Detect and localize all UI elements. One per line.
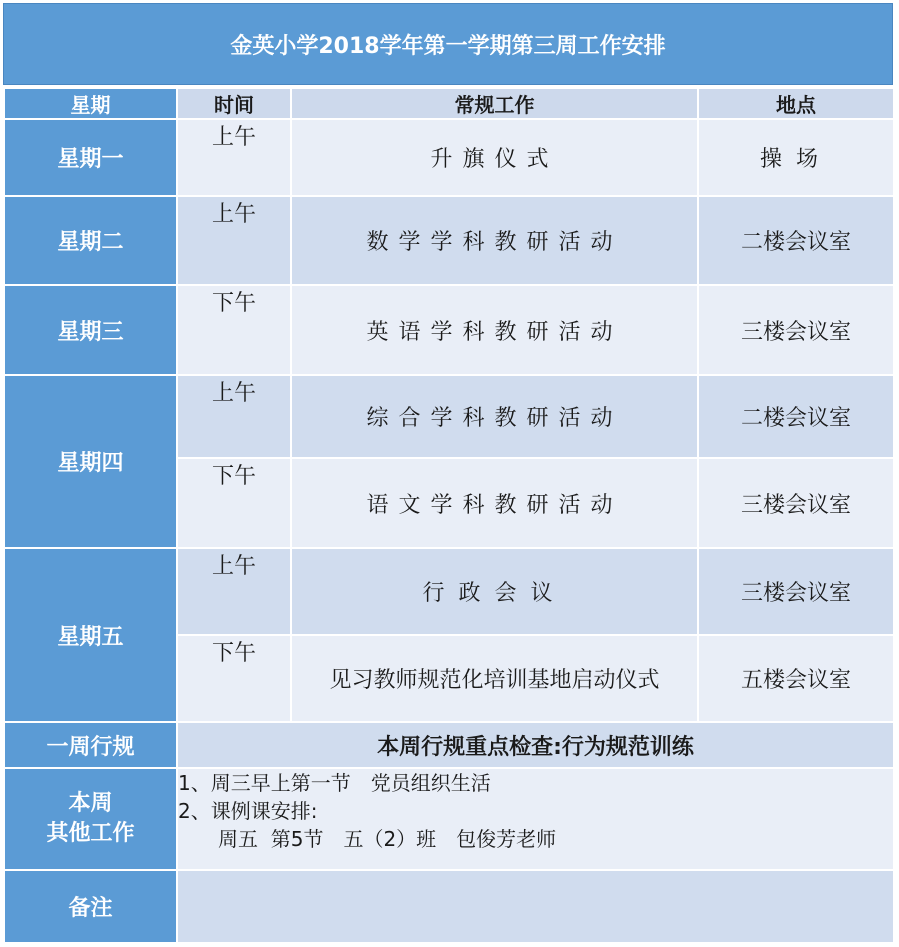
other-work-label-line2: 其他工作 [46,821,135,846]
day-cell: 星期一 [4,119,177,196]
work-cell: 见习教师规范化培训基地启动仪式 [291,635,698,722]
other-work-line2: 2、课例课安排: [178,799,318,823]
header-place: 地点 [698,88,894,119]
table-row [4,196,894,285]
header-row [4,88,894,119]
place-cell: 三楼会议室 [698,548,894,635]
table-row [4,548,894,635]
remarks-label: 备注 [4,870,177,943]
schedule-table [3,87,895,944]
remarks-row [4,870,894,943]
header-time: 时间 [177,88,291,119]
table-row [4,375,894,458]
day-cell: 星期二 [4,196,177,285]
place-cell: 二楼会议室 [698,375,894,458]
day-cell: 星期四 [4,375,177,548]
weekly-rules-row [4,722,894,768]
time-cell: 下午 [177,635,291,722]
other-work-label-line1: 本周 [68,791,113,816]
day-cell: 星期五 [4,548,177,722]
other-work-content [177,768,894,870]
header-day: 星期 [4,88,177,119]
time-cell: 上午 [177,196,291,285]
page-title: 金英小学2018学年第一学期第三周工作安排 [3,3,893,85]
work-cell: 行政会议 [291,548,698,635]
work-cell: 英语学科教研活动 [291,285,698,375]
table-row [4,285,894,375]
other-work-line3: 周五 第5节 五（2）班 包俊芳老师 [178,827,557,851]
other-work-label [4,768,177,870]
place-cell: 三楼会议室 [698,285,894,375]
time-cell: 下午 [177,458,291,548]
time-cell: 上午 [177,548,291,635]
work-cell: 语文学科教研活动 [291,458,698,548]
work-cell: 数学学科教研活动 [291,196,698,285]
place-cell: 五楼会议室 [698,635,894,722]
work-cell: 升旗仪式 [291,119,698,196]
day-cell: 星期三 [4,285,177,375]
other-work-row [4,768,894,870]
remarks-content [177,870,894,943]
time-cell: 上午 [177,119,291,196]
place-cell: 三楼会议室 [698,458,894,548]
other-work-line1: 1、周三早上第一节 党员组织生活 [178,771,491,795]
header-work: 常规工作 [291,88,698,119]
time-cell: 上午 [177,375,291,458]
weekly-rules-label: 一周行规 [4,722,177,768]
table-row [4,119,894,196]
time-cell: 下午 [177,285,291,375]
place-cell: 操场 [698,119,894,196]
work-cell: 综合学科教研活动 [291,375,698,458]
place-cell: 二楼会议室 [698,196,894,285]
weekly-rules-content: 本周行规重点检查:行为规范训练 [177,722,894,768]
